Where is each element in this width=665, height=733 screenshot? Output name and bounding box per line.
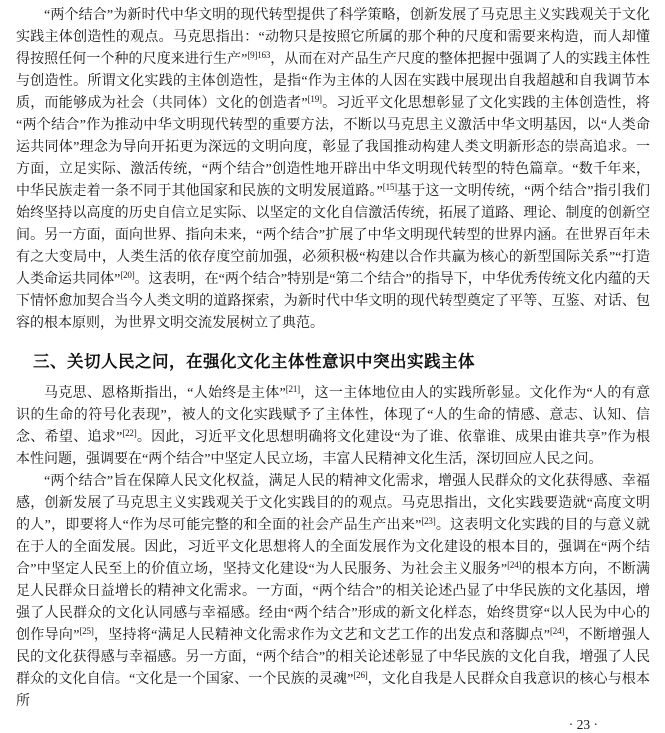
paragraph-cultural-rights: “两个结合”旨在保障人民文化权益，满足人民的精神文化需求，增强人民群众的文化获得感、幸福感，创新发展了马克思主义实践观关于文化实践目的的观点。马克思指出，文化实践要造就“高度文明的人”，即要将人“作为尽可能完整的和全面的社会产品生产出来”[23]。这表明文化实践的目的与意义就在于人的全面发展。因此，习近平文化思想将人的全面发展作为文化建设的根本目的，强调在“两个结合”中坚定人民至上的价值立场，坚持文化建设“为人民服务、为社会主义服务”[24]的根本方向，不断满足人民群众日益增长的精神文化需求。一方面，“两个结合”的相关论述凸显了中华民族的文化基因，增强了人民群众的文化认同感与幸福感。经由“两个结合”形成的新文化样态，始终贯穿“以人民为中心的创作导向”[25]，坚持将“满足人民精神文化需求作为文艺和文艺工作的出发点和落脚点”[24]，不断增强人民的文化获得感与幸福感。另一方面，“两个结合”的相关论述彰显了中华民族的文化自我，增强了人民群众的文化自信。“文化是一个国家、一个民族的灵魂”[26]，文化自我是人民群众自我意识的核心与根本所 bbox=[16, 474, 651, 709]
citation-ref: [25] bbox=[79, 626, 94, 636]
citation-ref: [15] bbox=[382, 182, 397, 192]
citation-ref: [19] bbox=[307, 94, 322, 104]
paragraph-two-combinations-creativity: “两个结合”为新时代中华文明的现代转型提供了科学策略，创新发展了马克思主义实践观关于文化实践主体创造性的观点。马克思指出：“动物只是按照它所属的那个种的尺度和需要来构造，而人却懂得按照任何一个种的尺度来进行生产”$^{[9]163}$，从而在对产品生产尺度的整体把握中强调了人的实践主体性与创造性。所谓文化实践的主体创造性，是指“作为主体的人因在实践中展现出自我超越和自我调节本质，而能够成为社会（共同体）文化的创造者”[19]。习近平文化思想彰显了文化实践的主体创造性，将“两个结合”作为推动中华文明现代转型的重要方法，不断以马克思主义激活中华文明基因，以“人类命运共同体”理念为导向开拓更为深远的文明向度，彰显了我国推动构建人类文明新形态的崇高追求。一方面，立足实际、激活传统，“两个结合”创造性地开辟出中华文明现代转型的特色篇章。“数千年来，中华民族走着一条不同于其他国家和民族的文明发展道路。”[15]基于这一文明传统，“两个结合”指引我们始终坚持以高度的历史自信立足实际、以坚定的文化自信激活传统，拓展了道路、理论、制度的创新空间。另一方面，面向世界、指向未来，“两个结合”扩展了中华文明现代转型的世界内涵。在世界百年未有之大变局中，人类生活的依存度空前加强，必须积极“构建以合作共赢为核心的新型国际关系”“打造人类命运共同体”[20]。这表明，在“两个结合”特别是“第二个结合”的指导下，中华优秀传统文化内蕴的天下情怀愈加契合当今人类文明的道路探索，为新时代中华文明的现代转型奠定了平等、互鉴、对话、包容的根本原则，为世界文明交流发展树立了典范。 bbox=[16, 8, 651, 331]
section-heading: 三、关切人民之问，在强化文化主体性意识中突出实践主体 bbox=[33, 353, 475, 371]
paragraph-people-as-subject: 马克思、恩格斯指出，“人始终是主体”[21]，这一主体地位由人的实践所彰显。文化作为“人的有意识的生命的符号化表现”，被人的文化实践赋予了主体性，体现了“人的生命的情感、意志、认知、信念、希望、追求”[22]。因此，习近平文化思想明确将文化建设“为了谁、依靠谁、成果由谁共享”作为根本性问题，强调要在“两个结合”中坚定人民立场，丰富人民精神文化生活，深切回应人民之问。 bbox=[16, 384, 650, 467]
citation-ref: [23] bbox=[421, 516, 436, 526]
page-number: · 23 · bbox=[568, 717, 598, 732]
citation-ref: [24] bbox=[549, 626, 565, 636]
citation-ref: [20] bbox=[120, 270, 135, 280]
citation-ref: [22] bbox=[122, 428, 137, 438]
citation-ref: [26] bbox=[353, 670, 368, 680]
citation-ref: [21] bbox=[285, 384, 300, 394]
citation-ref: [24] bbox=[507, 560, 522, 570]
citation-ref: [9]163 bbox=[247, 50, 271, 60]
